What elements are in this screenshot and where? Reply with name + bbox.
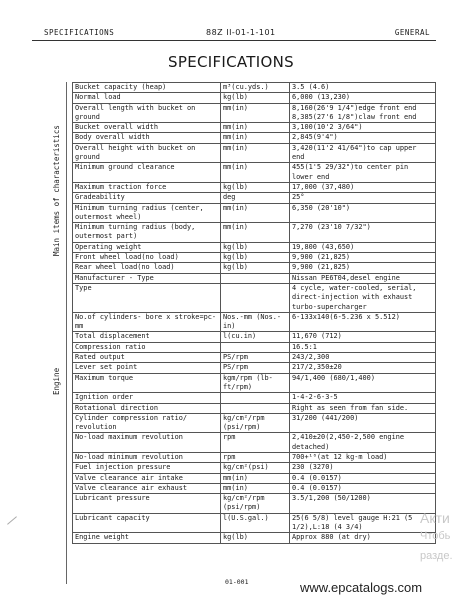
- spec-item: Body overall width: [73, 133, 221, 143]
- spec-unit: kg/cm²/rpm (psi/rpm): [221, 413, 290, 433]
- spec-row: [73, 533, 436, 543]
- spec-row: [73, 103, 436, 123]
- spec-unit: mm(in): [221, 223, 290, 243]
- spec-item: Minimum ground clearance: [73, 163, 221, 183]
- spec-item: Lever set point: [73, 363, 221, 373]
- spec-item: Valve clearance air exhaust: [73, 483, 221, 493]
- spec-unit: kg(lb): [221, 182, 290, 192]
- spec-unit: PS/rpm: [221, 353, 290, 363]
- spec-value: 455(1'5 29/32")to center pin lower end: [290, 163, 436, 183]
- spec-value: 9,900 (21,825): [290, 263, 436, 273]
- spec-value: 8,160(26'9 1/4")edge front end 8,385(27'6 1/8")claw front end: [290, 103, 436, 123]
- header-category: GENERAL: [394, 28, 430, 37]
- side-label-engine: Engine: [52, 367, 61, 395]
- spec-item: Rear wheel load(no load): [73, 263, 221, 273]
- spec-row: [73, 273, 436, 283]
- spec-value: 243/2,300: [290, 353, 436, 363]
- page-title: SPECIFICATIONS: [168, 53, 294, 71]
- spec-item: Compression ratio: [73, 342, 221, 352]
- spec-unit: kg(lb): [221, 253, 290, 263]
- spec-row: [73, 433, 436, 453]
- spec-value: 9,900 (21,825): [290, 253, 436, 263]
- spec-unit: m³(cu.yds.): [221, 83, 290, 93]
- spec-value: 16.5:1: [290, 342, 436, 352]
- spec-item: Normal load: [73, 93, 221, 103]
- spec-unit: l(U.S.gal.): [221, 513, 290, 533]
- spec-unit: mm(in): [221, 123, 290, 133]
- spec-item: No-load maximum revolution: [73, 433, 221, 453]
- spec-row: [73, 223, 436, 243]
- spec-row: [73, 242, 436, 252]
- spec-unit: kg(lb): [221, 93, 290, 103]
- spec-row: [73, 342, 436, 352]
- spec-unit: [221, 342, 290, 352]
- page-header: [0, 8, 462, 37]
- overlay-text-1: Акти: [420, 510, 450, 526]
- spec-value: Approx 880 (at dry): [290, 533, 436, 543]
- spec-row: [73, 203, 436, 223]
- spec-value: 217/2,350±20: [290, 363, 436, 373]
- spec-value: 0.4 (0.0157): [290, 483, 436, 493]
- spec-item: Valve clearance air intake: [73, 473, 221, 483]
- spec-row: [73, 332, 436, 342]
- spec-unit: mm(in): [221, 473, 290, 483]
- spec-unit: mm(in): [221, 143, 290, 163]
- spec-row: [73, 363, 436, 373]
- spec-row: [73, 373, 436, 393]
- page-number: 01-001: [225, 578, 249, 586]
- spec-value: 17,000 (37,480): [290, 182, 436, 192]
- spec-value: 11,670 (712): [290, 332, 436, 342]
- spec-row: [73, 513, 436, 533]
- spec-row: [73, 253, 436, 263]
- spec-row: [73, 494, 436, 514]
- spec-table: [72, 82, 436, 544]
- spec-row: [73, 483, 436, 493]
- spec-value: 6-133x140(6-5.236 x 5.512): [290, 312, 436, 332]
- spec-row: [73, 143, 436, 163]
- spec-row: [73, 193, 436, 203]
- spec-item: Fuel injection pressure: [73, 463, 221, 473]
- spec-value: 7,270 (23'10 7/32"): [290, 223, 436, 243]
- spec-value: 3.5/1,200 (50/1200): [290, 494, 436, 514]
- spec-unit: deg: [221, 193, 290, 203]
- spec-row: [73, 83, 436, 93]
- spec-item: Maximum traction force: [73, 182, 221, 192]
- spec-item: Bucket overall width: [73, 123, 221, 133]
- spec-value: 230 (3270): [290, 463, 436, 473]
- side-label-main: Main items of characteristics: [52, 125, 61, 256]
- spec-item: Ignition order: [73, 393, 221, 403]
- spec-value: 2,845(9'4"): [290, 133, 436, 143]
- spec-value: 1-4-2-6-3-5: [290, 393, 436, 403]
- spec-value: Nissan PE6T04,desel engine: [290, 273, 436, 283]
- header-doc-code: 88Z II-01-1-101: [206, 28, 276, 37]
- spec-value: 2,410±20(2,450-2,500 engine detached): [290, 433, 436, 453]
- spec-item: Lubricant pressure: [73, 494, 221, 514]
- spec-item: Minimum turning radius (center, outermost wheel): [73, 203, 221, 223]
- watermark-link[interactable]: www.epcatalogs.com: [300, 580, 423, 595]
- spec-value: 700+¹⁰(at 12 kg-m load): [290, 452, 436, 462]
- spec-value: Right as seen from fan side.: [290, 403, 436, 413]
- spec-item: No-load minimum revolution: [73, 452, 221, 462]
- spec-value: 19,800 (43,650): [290, 242, 436, 252]
- spec-unit: kg(lb): [221, 533, 290, 543]
- spec-unit: mm(in): [221, 133, 290, 143]
- spec-unit: kg/cm²/rpm (psi/rpm): [221, 494, 290, 514]
- spec-value: 31/200 (441/200): [290, 413, 436, 433]
- spec-unit: [221, 403, 290, 413]
- spec-value: 3,420(11'2 41/64")to cap upper end: [290, 143, 436, 163]
- spec-item: Bucket capacity (heap): [73, 83, 221, 93]
- spec-unit: [221, 273, 290, 283]
- spec-item: Cylinder compression ratio/ revolution: [73, 413, 221, 433]
- spec-unit: mm(in): [221, 483, 290, 493]
- scan-mark: [7, 516, 17, 524]
- spec-unit: kg(lb): [221, 242, 290, 252]
- spec-unit: kg(lb): [221, 263, 290, 273]
- spec-item: Rotational direction: [73, 403, 221, 413]
- header-rule: [32, 40, 436, 41]
- overlay-text-2: Чтобь: [420, 530, 451, 542]
- spec-value: 6,350 (20'10"): [290, 203, 436, 223]
- spec-row: [73, 182, 436, 192]
- spec-item: Total displacement: [73, 332, 221, 342]
- spec-row: [73, 353, 436, 363]
- spec-item: Rated output: [73, 353, 221, 363]
- spec-row: [73, 473, 436, 483]
- spec-value: 25°: [290, 193, 436, 203]
- spec-row: [73, 263, 436, 273]
- spec-item: Manufacturer - Type: [73, 273, 221, 283]
- spec-unit: mm(in): [221, 163, 290, 183]
- spec-value: 94/1,400 (680/1,400): [290, 373, 436, 393]
- spec-row: [73, 452, 436, 462]
- spec-value: 25(6 5/8) level gauge H:21 (5 1/2),L:18 (4 3/4): [290, 513, 436, 533]
- spec-row: [73, 463, 436, 473]
- spec-row: [73, 93, 436, 103]
- spec-value: 6,000 (13,230): [290, 93, 436, 103]
- spec-unit: mm(in): [221, 103, 290, 123]
- spec-item: Overall length with bucket on ground: [73, 103, 221, 123]
- spec-unit: kg/cm²(psi): [221, 463, 290, 473]
- spec-row: [73, 123, 436, 133]
- spec-unit: mm(in): [221, 203, 290, 223]
- spec-row: [73, 403, 436, 413]
- spec-unit: [221, 283, 290, 312]
- spec-unit: PS/rpm: [221, 363, 290, 373]
- spec-row: [73, 413, 436, 433]
- header-section-label: SPECIFICATIONS: [44, 28, 115, 37]
- spec-item: Minimum turning radius (body, outermost part): [73, 223, 221, 243]
- overlay-text-3: разде.: [420, 550, 453, 562]
- spec-value: 0.4 (0.0157): [290, 473, 436, 483]
- spec-row: [73, 133, 436, 143]
- spec-row: [73, 393, 436, 403]
- spec-unit: rpm: [221, 452, 290, 462]
- spec-item: Front wheel load(no load): [73, 253, 221, 263]
- spec-item: Gradeability: [73, 193, 221, 203]
- spec-item: Operating weight: [73, 242, 221, 252]
- side-divider: [66, 82, 67, 584]
- spec-unit: [221, 393, 290, 403]
- spec-unit: l(cu.in): [221, 332, 290, 342]
- spec-value: 3,100(10'2 3/64"): [290, 123, 436, 133]
- spec-item: Engine weight: [73, 533, 221, 543]
- spec-item: Type: [73, 283, 221, 312]
- spec-item: Overall height with bucket on ground: [73, 143, 221, 163]
- spec-unit: rpm: [221, 433, 290, 453]
- spec-item: Lubricant capacity: [73, 513, 221, 533]
- spec-row: [73, 312, 436, 332]
- spec-item: No.of cylinders- bore x stroke=pc-mm: [73, 312, 221, 332]
- spec-value: 4 cycle, water-cooled, serial, direct-injection with exhaust turbo-supercharger: [290, 283, 436, 312]
- spec-unit: kgm/rpm (lb-ft/rpm): [221, 373, 290, 393]
- spec-item: Maximum torque: [73, 373, 221, 393]
- spec-value: 3.5 (4.6): [290, 83, 436, 93]
- spec-unit: Nos.-mm (Nos.-in): [221, 312, 290, 332]
- spec-row: [73, 283, 436, 312]
- spec-row: [73, 163, 436, 183]
